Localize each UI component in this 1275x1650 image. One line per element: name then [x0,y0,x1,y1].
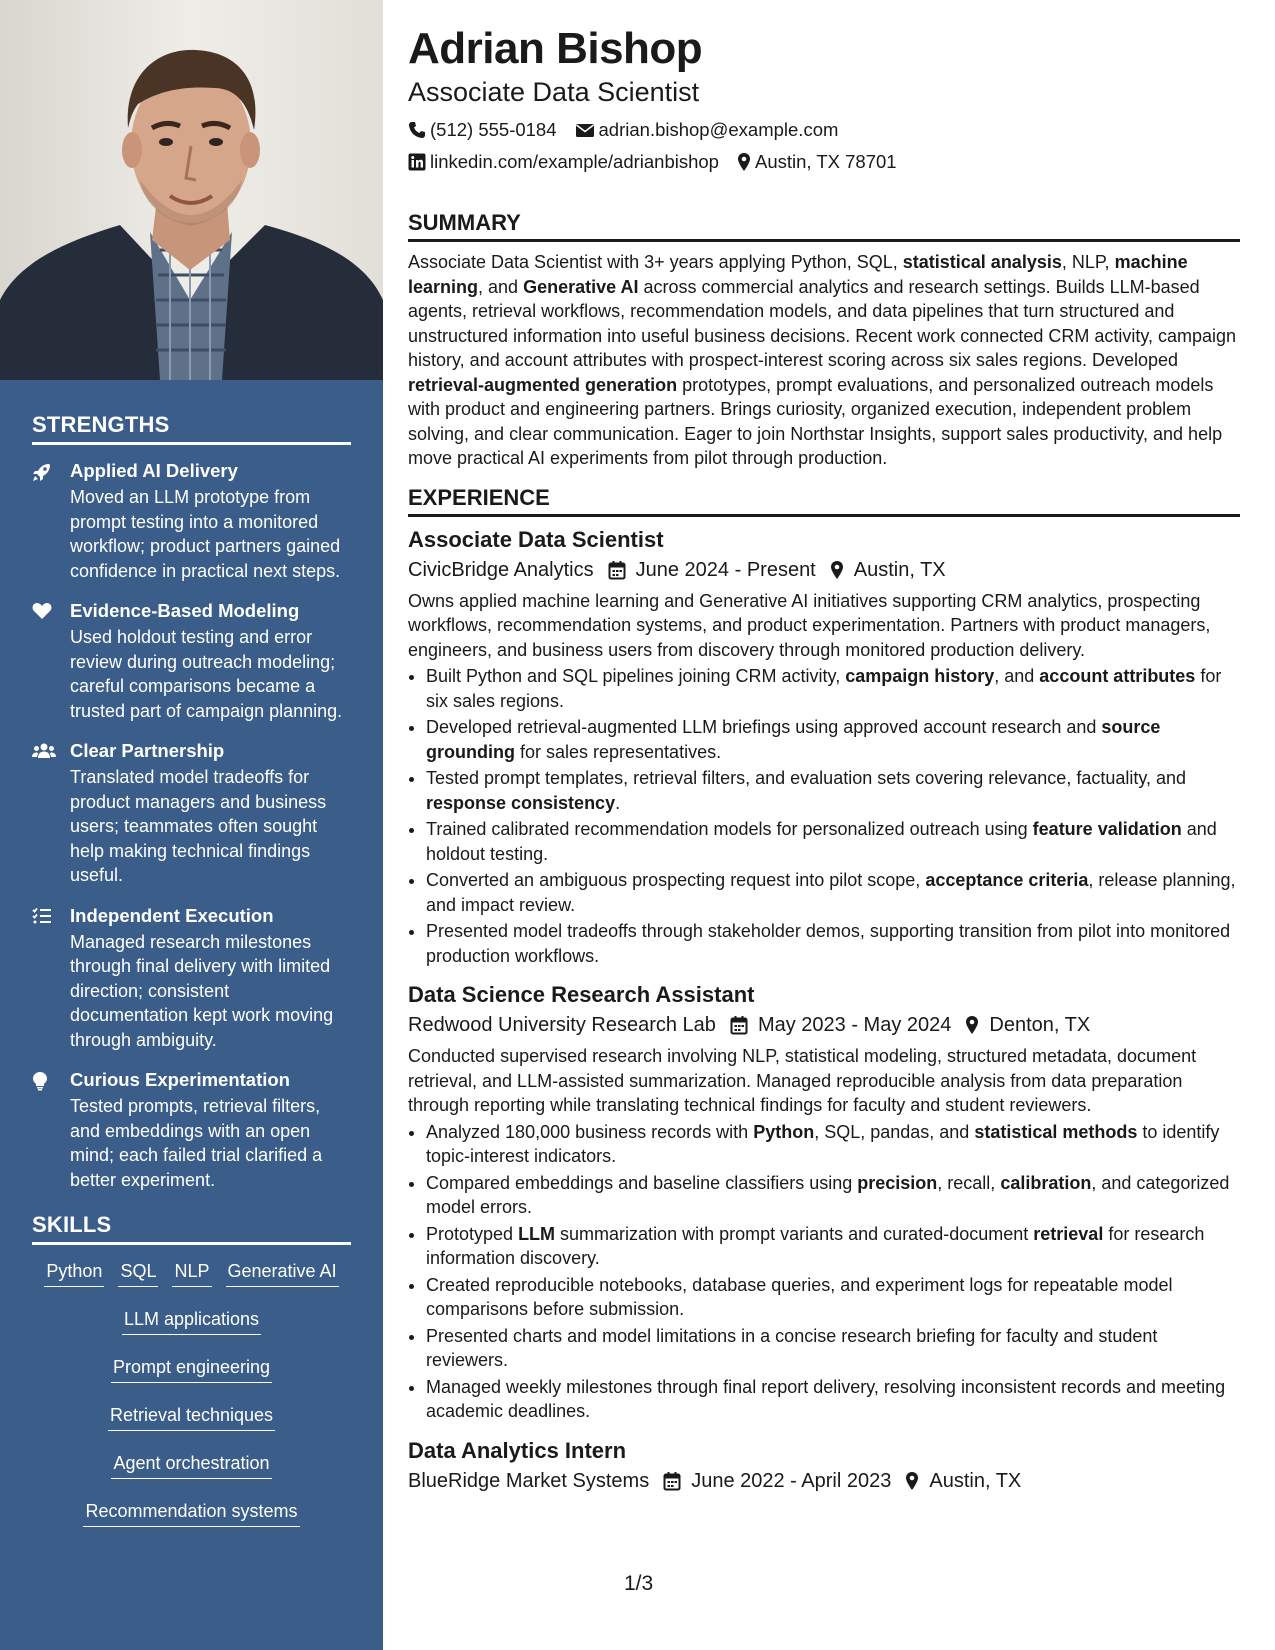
bold-text: calibration [1000,1172,1092,1193]
skill-tag: SQL [118,1259,158,1287]
text-run: for research information discovery. [426,1223,1205,1268]
calendar-icon [730,1015,748,1035]
job-meta [408,1466,1240,1496]
text-run: Developed retrieval-augmented LLM briefings using approved account research and [426,717,1102,737]
job-entry [408,1436,1240,1496]
summary-text [408,250,1240,471]
bold-text: retrieval-augmented generation [408,374,678,395]
text-run: Analyzed 180,000 business records with [426,1121,754,1142]
text-run: , release planning, and impact review. [426,870,1236,915]
strength-title: Curious Experimentation [70,1069,290,1090]
job-bullets [408,664,1240,968]
bold-text: statistical methods [974,1121,1138,1142]
skill-tag: Python [44,1259,104,1287]
text-run: Managed weekly milestones through final report delivery, resolving inconsistent records and meeting academic deadlines. [426,1376,1226,1421]
map-pin-icon [830,560,844,580]
skill-tag: Generative AI [226,1259,339,1287]
bold-text: machine learning [408,252,1188,297]
experience-heading: EXPERIENCE [408,485,1240,517]
location-text: Austin, TX [853,558,946,581]
strength-title: Evidence-Based Modeling [70,600,300,621]
text-run: Compared embeddings and baseline classifiers using [426,1172,858,1193]
text-run: Associate Data Scientist with 3+ years applying Python, SQL, [408,252,903,272]
dates-text: May 2023 - May 2024 [757,1014,952,1036]
text-run: across commercial analytics and research settings. Builds LLM-based agents, retrieval workflows, recommendation models, and data pipelines that turn structured and unstructured information into useful business decisions. Recent work connected CRM activity, campaign history, and account attributes with prospect-interest scoring across six sales regions. Developed [408,276,1237,370]
map-pin-icon [965,1015,979,1035]
strength-text: Moved an LLM prototype from prompt testing into a monitored workflow; product partners gained confidence in practical next steps. [70,487,341,581]
text-run: , and [478,276,524,297]
company-name: BlueRidge Market Systems [408,1469,650,1492]
job-location [830,555,946,585]
bold-text: account attributes [1039,666,1196,686]
strength-title: Applied AI Delivery [70,460,238,481]
skill-tag: NLP [172,1259,211,1287]
strength-text: Used holdout testing and error review during outreach modeling; careful comparisons became a trusted part of campaign planning. [70,627,343,721]
strength-text: Translated model tradeoffs for product managers and business users; teammates often sought help making technical findings useful. [70,767,327,885]
job-meta [408,555,1240,585]
contact-email [575,114,839,146]
bullet-item [426,1120,1240,1169]
text-run: Converted an ambiguous prospecting request into pilot scope, [426,870,926,890]
phone-icon [408,121,426,139]
job-dates [730,1010,951,1040]
company-name: Redwood University Research Lab [408,1014,716,1036]
contact-row [408,114,1240,146]
bold-text: source grounding [426,717,1161,762]
text-run: , NLP, [1061,252,1115,272]
strength-item [32,904,351,1053]
phone-text: (512) 555-0184 [430,119,557,140]
strength-item [32,1068,351,1192]
text-run: summarization with prompt variants and curated-document [555,1223,1034,1244]
calendar-icon [608,560,626,580]
text-run: to identify topic-interest indicators. [426,1121,1220,1166]
text-run: Prototyped [426,1223,519,1244]
job-dates [608,555,816,585]
dates-text: June 2024 - Present [635,558,816,581]
strength-item [32,599,351,723]
text-run: and holdout testing. [426,819,1217,864]
skill-tag: Recommendation systems [83,1499,299,1527]
checklist-icon [32,904,70,1053]
text-run: . [615,792,621,813]
summary-section [408,210,1240,471]
job-meta [408,1010,1240,1040]
candidate-name: Adrian Bishop [408,24,703,73]
text-run: Presented charts and model limitations in a concise research briefing for faculty and student reviewers. [426,1325,1158,1370]
text-run: , SQL, pandas, and [814,1121,975,1142]
bold-text: LLM [518,1223,556,1244]
bold-text: campaign history [845,666,995,686]
strength-text: Managed research milestones through final delivery with limited direction; consistent documentation kept work moving through ambiguity. [70,931,334,1050]
location-text: Denton, TX [989,1014,1091,1036]
contact-location [737,146,897,178]
bullet-item [426,919,1240,968]
text-run: Trained calibrated recommendation models for personalized outreach using [426,819,1033,839]
bullet-item [426,664,1240,713]
bold-text: Generative AI [523,276,639,297]
bold-text: acceptance criteria [925,870,1089,890]
strength-title: Independent Execution [70,904,274,926]
text-run: Built Python and SQL pipelines joining CRM activity, [426,666,846,686]
dates-text: June 2022 - April 2023 [691,1469,892,1492]
heart-icon [32,599,70,723]
bullet-item [426,817,1240,866]
contact-row [408,146,1240,178]
company-name: CivicBridge Analytics [408,558,594,581]
job-description: Owns applied machine learning and Generative AI initiatives supporting CRM analytics, prospecting workflows, recommendation systems, and product experimentation. Partners with product managers, engineers, and business users from discovery through monitored production delivery. [408,590,1211,660]
strength-item [32,459,351,583]
strength-item [32,739,351,888]
bold-text: response consistency [426,792,616,813]
linkedin-icon [408,153,426,171]
text-run: prototypes, prompt evaluations, and personalized outreach models with product and engineering partners. Brings curiosity, organized execution, independent problem solving, and clear communication. Eager to join Northstar Insights, support sales productivity, and help move practical AI experiments from pilot through production. [408,374,1223,468]
users-icon [32,739,70,888]
job-title: Data Analytics Intern [408,1437,627,1463]
text-run: , and [994,666,1040,686]
profile-photo [0,0,383,380]
map-pin-icon [905,1471,919,1491]
bullet-item [426,715,1240,764]
bullet-item [426,766,1240,815]
skill-tag: Agent orchestration [111,1451,271,1479]
bold-text: retrieval [1033,1223,1104,1244]
job-location [905,1466,1021,1496]
skill-tag: LLM applications [122,1307,261,1335]
job-entry [408,525,1240,969]
summary-heading: SUMMARY [408,210,1240,242]
location-text: Austin, TX 78701 [754,151,897,172]
contact-phone [408,114,557,146]
bold-text: feature validation [1032,819,1182,839]
bullet-item [426,1273,1240,1322]
job-title: Associate Data Scientist [408,526,664,552]
bullet-item [426,1222,1240,1271]
text-run: Created reproducible notebooks, database queries, and experiment logs for repeatable model comparisons before submission. [426,1274,1173,1319]
bold-text: precision [857,1172,938,1193]
location-text: Austin, TX [929,1469,1022,1492]
bullet-item [426,1324,1240,1373]
page-number: 1/3 [624,1572,654,1595]
email-link[interactable]: adrian.bishop@example.com [598,119,839,140]
rocket-icon [32,459,70,583]
job-title: Data Science Research Assistant [408,982,755,1007]
skill-tag: Prompt engineering [111,1355,272,1383]
skills-list [32,1259,351,1547]
sidebar [0,0,383,1650]
strengths-heading: STRENGTHS [32,412,351,445]
text-run: , recall, [937,1172,1001,1193]
strength-title: Clear Partnership [70,740,225,761]
map-pin-icon [737,152,751,172]
experience-section [408,485,1240,1496]
text-run: for sales representatives. [514,741,722,762]
bullet-item [426,1375,1240,1424]
job-dates [663,1466,891,1496]
text-run: Presented model tradeoffs through stakeholder demos, supporting transition from pilot into monitored production workflows. [426,921,1231,966]
bullet-item [426,1171,1240,1220]
main-content [408,22,1240,1508]
text-run: , and categorized model errors. [426,1172,1230,1217]
text-run: for six sales regions. [426,666,1222,711]
job-entry [408,980,1240,1424]
lightbulb-icon [32,1068,70,1192]
calendar-icon [663,1471,681,1491]
bold-text: Python [753,1121,815,1142]
strength-text: Tested prompts, retrieval filters, and embeddings with an open mind; each failed trial clarified a better experiment. [70,1096,323,1190]
job-description: Conducted supervised research involving NLP, statistical modeling, structured metadata, document retrieval, and LLM-assisted summarization. Managed reproducible analysis from data preparation through reporting while translating technical findings for faculty and student reviewers. [408,1046,1197,1115]
candidate-title: Associate Data Scientist [408,77,700,107]
job-bullets [408,1120,1240,1424]
job-location [965,1010,1090,1040]
contact-linkedin [408,146,719,178]
skill-tag: Retrieval techniques [108,1403,275,1431]
text-run: Tested prompt templates, retrieval filters, and evaluation sets covering relevance, factuality, and [426,768,1187,788]
skills-heading: SKILLS [32,1212,351,1245]
bullet-item [426,868,1240,917]
bold-text: statistical analysis [902,252,1062,272]
linkedin-link[interactable]: linkedin.com/example/adrianbishop [430,151,719,172]
envelope-icon [575,122,595,138]
